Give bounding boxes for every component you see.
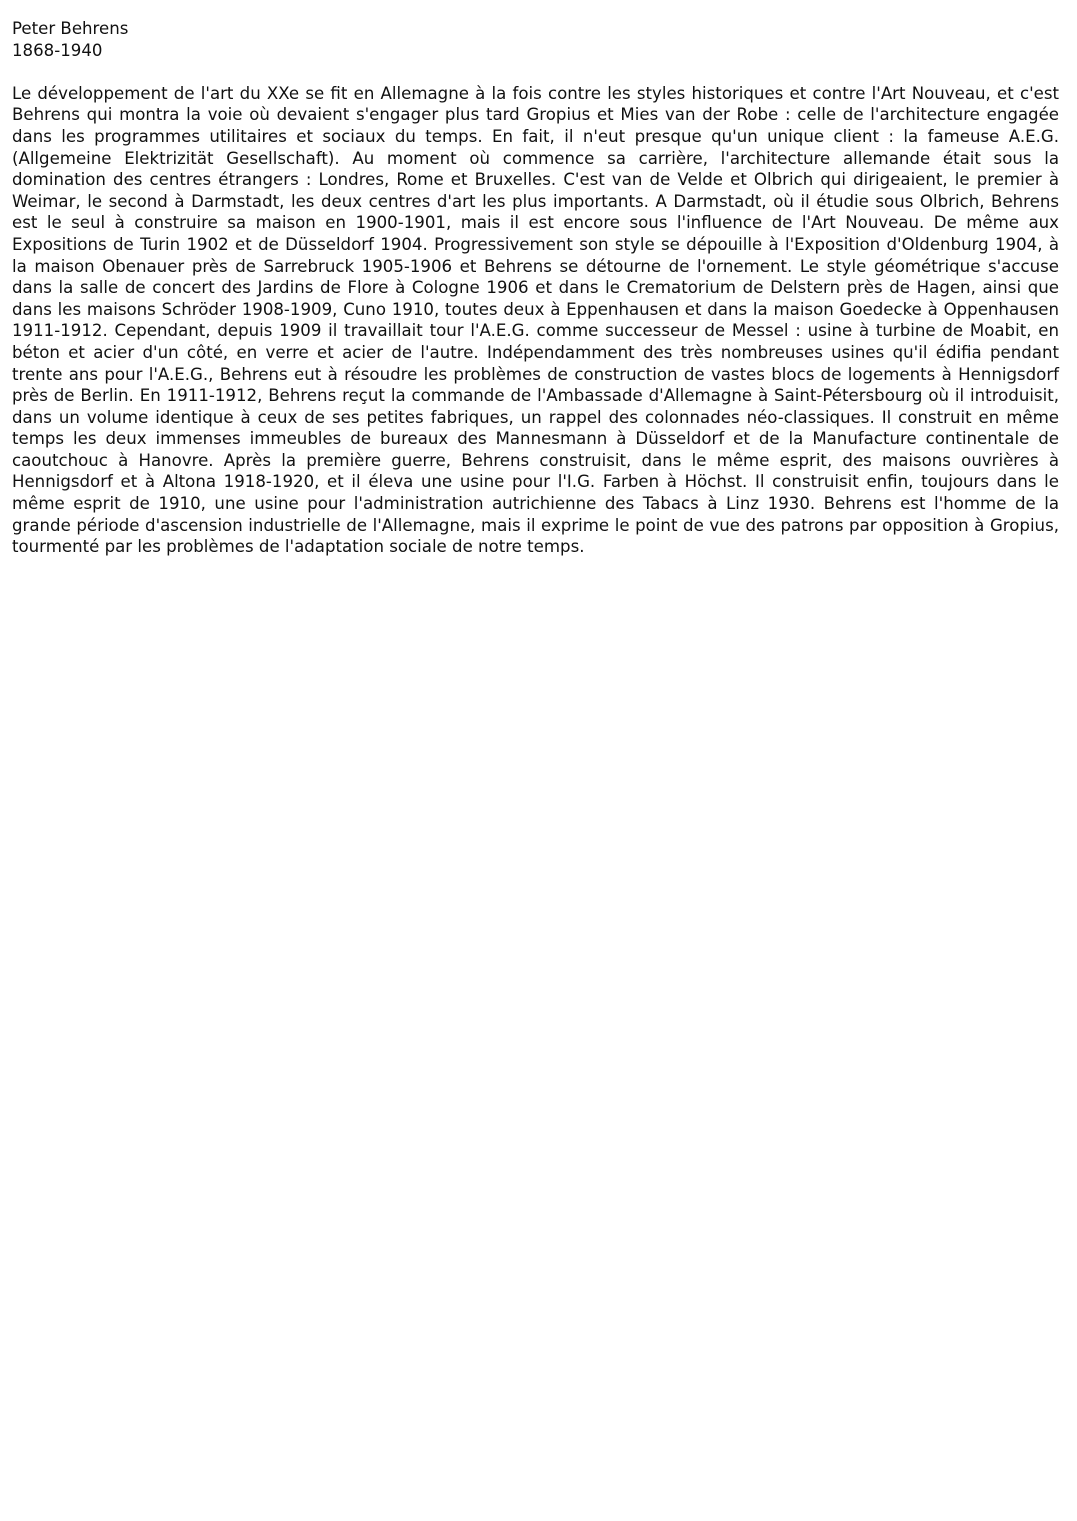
- document-body-paragraph: Le développement de l'art du XXe se fit en Allemagne à la fois contre les styles historiques et contre l'Art Nouveau, et c'est Behrens qui montra la voie où devaient s'engager plus tard Gropius et Mies van der Robe : celle de l'architecture engagée dans les programmes utilitaires et sociaux du temps. En fait, il n'eut presque qu'un unique client : la fameuse A.E.G. (Allgemeine Elektrizität Gesellschaft). Au moment où commence sa carrière, l'architecture allemande était sous la domination des centres étrangers : Londres, Rome et Bruxelles. C'est van de Velde et Olbrich qui dirigeaient, le premier à Weimar, le second à Darmstadt, les deux centres d'art les plus importants. A Darmstadt, où il étudie sous Olbrich, Behrens est le seul à construire sa maison en 1900-1901, mais il est encore sous l'influence de l'Art Nouveau. De même aux Expositions de Turin 1902 et de Düsseldorf 1904. Progressivement son style se dépouille à l'Exposition d'Oldenburg 1904, à la maison Obenauer près de Sarrebruck 1905-1906 et Behrens se détourne de l'ornement. Le style géométrique s'accuse dans la salle de concert des Jardins de Flore à Cologne 1906 et dans le Crematorium de Delstern près de Hagen, ainsi que dans les maisons Schröder 1908-1909, Cuno 1910, toutes deux à Eppenhausen et dans la maison Goedecke à Oppenhausen 1911-1912. Cependant, depuis 1909 il travaillait tour l'A.E.G. comme successeur de Messel : usine à turbine de Moabit, en béton et acier d'un côté, en verre et acier de l'autre. Indépendamment des très nombreuses usines qu'il édifia pendant trente ans pour l'A.E.G., Behrens eut à résoudre les problèmes de construction de vastes blocs de logements à Hennigsdorf près de Berlin. En 1911-1912, Behrens reçut la commande de l'Ambassade d'Allemagne à Saint-Pétersbourg où il introduisit, dans un volume identique à ceux de ses petites fabriques, un rappel des colonnades néo-classiques. Il construit en même temps les deux immenses immeubles de bureaux des Mannesmann à Düsseldorf et de la Manufacture continentale de caoutchouc à Hanovre. Après la première guerre, Behrens construisit, dans le même esprit, des maisons ouvrières à Hennigsdorf et à Altona 1918-1920, et il éleva une usine pour l'I.G. Farben à Höchst. Il construisit enfin, toujours dans le même esprit de 1910, une usine pour l'administration autrichienne des Tabacs à Linz 1930. Behrens est l'homme de la grande période d'ascension industrielle de l'Allemagne, mais il exprime le point de vue des patrons par opposition à Gropius, tourmenté par les problèmes de l'adaptation sociale de notre temps.: [12, 83, 1059, 557]
- document-title-name: Peter Behrens: [12, 19, 129, 38]
- document-page: [12, 18, 1059, 558]
- document-title-dates: 1868-1940: [12, 40, 103, 60]
